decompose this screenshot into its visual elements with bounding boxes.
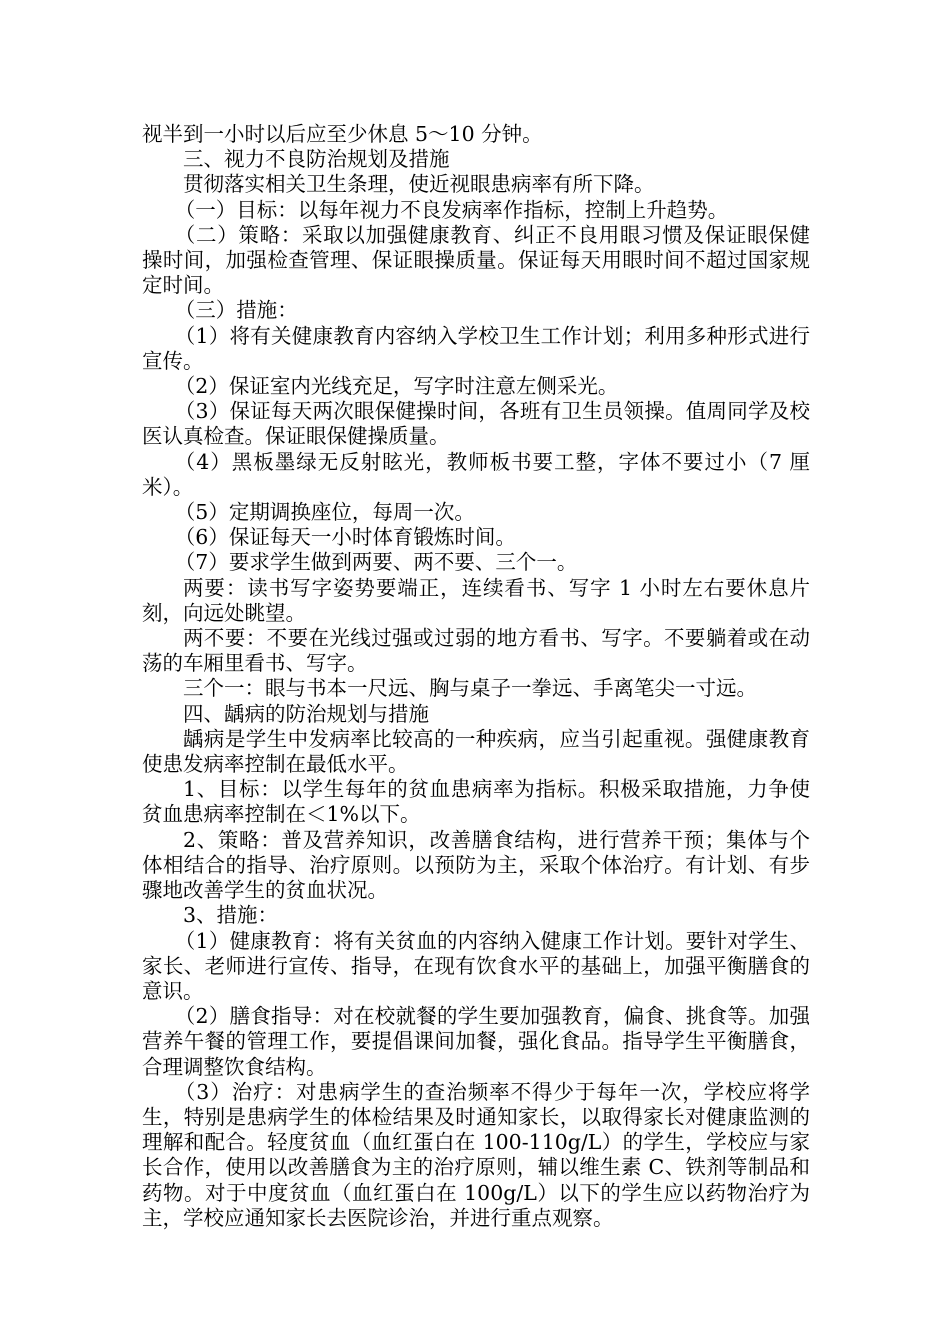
paragraph: （二）策略：采取以加强健康教育、纠正不良用眼习惯及保证眼保健操时间，加强检查管理、保证眼操质量。保证每天用眼时间不超过国家规定时间。 bbox=[142, 222, 810, 298]
paragraph: （5）定期调换座位，每周一次。 bbox=[174, 500, 475, 525]
paragraph: （7）要求学生做到两要、两不要、三个一。 bbox=[174, 550, 578, 575]
paragraph: （3）保证每天两次眼保健操时间，各班有卫生员领操。值周同学及校医认真检查。保证眼保健操质量。 bbox=[142, 399, 810, 449]
paragraph: 2、策略：普及营养知识，改善膳食结构，进行营养干预；集体与个体相结合的指导、治疗原则。以预防为主，采取个体治疗。有计划、有步骤地改善学生的贫血状况。 bbox=[142, 827, 810, 903]
paragraph: 两不要：不要在光线过强或过弱的地方看书、写字。不要躺着或在动荡的车厢里看书、写字。 bbox=[142, 626, 810, 676]
paragraph: （三）措施： bbox=[174, 298, 298, 323]
paragraph: 贯彻落实相关卫生条理，使近视眼患病率有所下降。 bbox=[183, 172, 655, 197]
paragraph: （2）膳食指导：对在校就餐的学生要加强教育，偏食、挑食等。加强营养午餐的管理工作，要提倡课间加餐，强化食品。指导学生平衡膳食，合理调整饮食结构。 bbox=[142, 1004, 810, 1079]
paragraph: （2）保证室内光线充足，写字时注意左侧采光。 bbox=[174, 374, 619, 399]
section-heading: 四、龋病的防治规划与措施 bbox=[183, 701, 429, 726]
paragraph: （4）黑板墨绿无反射眩光，教师板书要工整，字体不要过小（7 厘米）。 bbox=[142, 449, 810, 499]
paragraph: （6）保证每天一小时体育锻炼时间。 bbox=[174, 525, 516, 550]
paragraph: 视半到一小时以后应至少休息 5～10 分钟。 bbox=[142, 122, 543, 146]
paragraph: 3、措施： bbox=[183, 903, 279, 928]
section-heading: 三、视力不良防治规划及措施 bbox=[183, 147, 450, 172]
paragraph: （1）健康教育：将有关贫血的内容纳入健康工作计划。要针对学生、家长、老师进行宣传、指导，在现有饮食水平的基础上，加强平衡膳食的意识。 bbox=[142, 928, 810, 1003]
paragraph: （1）将有关健康教育内容纳入学校卫生工作计划；利用多种形式进行宣传。 bbox=[142, 323, 810, 373]
document-body bbox=[142, 122, 810, 1231]
paragraph: 1、目标：以学生每年的贫血患病率为指标。积极采取措施，力争使贫血患病率控制在＜1%以下。 bbox=[142, 777, 810, 827]
paragraph: 龋病是学生中发病率比较高的一种疾病，应当引起重视。强健康教育使患发病率控制在最低水平。 bbox=[142, 726, 810, 777]
paragraph: （3）治疗：对患病学生的查治频率不得少于每年一次，学校应将学生，特别是患病学生的体检结果及时通知家长，以取得家长对健康监测的理解和配合。轻度贫血（血红蛋白在 100-110g/L）的学生，学校应与家长合作，使用以改善膳食为主的治疗原则，辅以维生素 C、铁剂等制品和药物。对于中度贫血（血红蛋白在 100g/L）以下的学生应以药物治疗为主，学校应通知家长去医院诊治，并进行重点观察。 bbox=[142, 1079, 810, 1230]
paragraph: 两要：读书写字姿势要端正，连续看书、写字 1 小时左右要休息片刻，向远处眺望。 bbox=[142, 575, 810, 625]
paragraph: （一）目标：以每年视力不良发病率作指标，控制上升趋势。 bbox=[174, 197, 729, 222]
paragraph: 三个一：眼与书本一尺远、胸与桌子一拳远、手离笔尖一寸远。 bbox=[183, 676, 757, 701]
